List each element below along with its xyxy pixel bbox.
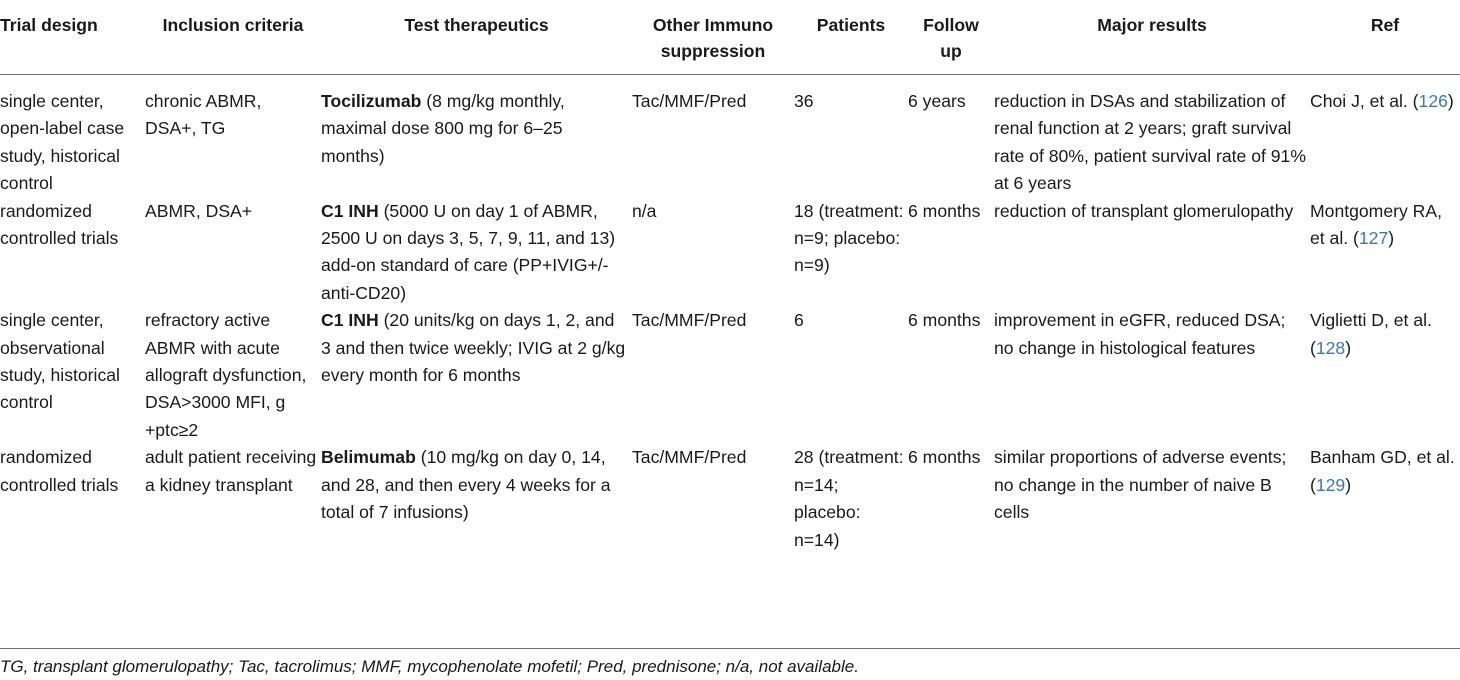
cell-inclusion-criteria: chronic ABMR, DSA+, TG <box>145 91 262 139</box>
cell-test-therapeutics <box>321 307 632 444</box>
ref-link[interactable]: 128 <box>1315 337 1346 358</box>
cell-ref <box>1310 198 1460 308</box>
drug-regimen: (8 mg/kg monthly, maximal dose 800 mg for 6–25 months) <box>321 91 565 166</box>
cell-other-immunosuppression: Tac/MMF/Pred <box>632 447 747 468</box>
cell-follow-up: 6 months <box>908 200 981 221</box>
header-patients: Patients <box>794 0 908 75</box>
drug-regimen: (20 units/kg on days 1, 2, and 3 and then twice weekly; IVIG at 2 g/kg every month for 6 months <box>321 310 626 386</box>
cell-patients: 6 <box>794 310 804 331</box>
ref-authors: Choi J, et al. ( <box>1310 91 1419 111</box>
table-row <box>0 198 1460 308</box>
ref-close: ) <box>1345 474 1352 495</box>
drug-name: C1 INH <box>321 310 379 331</box>
cell-patients: 36 <box>794 91 814 111</box>
header-major-results: Major results <box>994 0 1310 75</box>
drug-regimen: (10 mg/kg on day 0, 14, and 28, and then every 4 weeks for a total of 7 infusions) <box>321 447 611 523</box>
cell-ref <box>1310 75 1460 198</box>
cell-major-results: reduction in DSAs and stabilization of renal function at 2 years; graft survival rate of 80%, patient survival rate of 91% at 6 years <box>994 91 1306 194</box>
cell-test-therapeutics <box>321 198 632 308</box>
ref-close: ) <box>1447 91 1454 111</box>
cell-follow-up: 6 months <box>908 447 981 468</box>
cell-trial-design: single center, open-label case study, historical control <box>0 91 125 194</box>
ref-authors: Banham GD, et al. ( <box>1310 447 1455 495</box>
drug-regimen: (5000 U on day 1 of ABMR, 2500 U on days 3, 5, 7, 9, 11, and 13) add-on standard of care (PP+IVIG+/- anti-CD20) <box>321 200 616 303</box>
table-header-row <box>0 0 1460 75</box>
cell-other-immunosuppression: Tac/MMF/Pred <box>632 91 747 111</box>
header-inclusion-criteria: Inclusion criteria <box>145 0 321 75</box>
cell-major-results: similar proportions of adverse events; no change in the number of naive B cells <box>994 447 1287 523</box>
cell-ref <box>1310 307 1460 444</box>
header-ref: Ref <box>1310 0 1460 75</box>
ref-close: ) <box>1388 228 1395 249</box>
ref-link[interactable]: 127 <box>1358 228 1389 249</box>
header-test-therapeutics: Test therapeutics <box>321 0 632 75</box>
drug-name: Belimumab <box>321 447 416 468</box>
cell-inclusion-criteria: refractory active ABMR with acute allograft dysfunction, DSA>3000 MFI, g +ptc≥2 <box>145 310 307 440</box>
table-row <box>0 75 1460 198</box>
header-follow-up: Follow up <box>908 0 994 75</box>
cell-follow-up: 6 years <box>908 91 966 111</box>
cell-test-therapeutics <box>321 75 632 198</box>
cell-ref <box>1310 444 1460 554</box>
cell-trial-design: randomized controlled trials <box>0 447 119 495</box>
table-footnote: TG, transplant glomerulopathy; Tac, tacrolimus; MMF, mycophenolate mofetil; Pred, prednisone; n/a, not available. <box>0 657 859 676</box>
ref-link[interactable]: 126 <box>1418 91 1448 111</box>
cell-major-results: improvement in eGFR, reduced DSA; no change in histological features <box>994 310 1286 358</box>
cell-follow-up: 6 months <box>908 310 981 331</box>
cell-other-immunosuppression: Tac/MMF/Pred <box>632 310 747 331</box>
cell-other-immunosuppression: n/a <box>632 200 657 221</box>
ref-authors: Montgomery RA, et al. ( <box>1310 200 1442 249</box>
cell-patients: 18 (treatment: n=9; placebo: n=9) <box>794 200 904 276</box>
cell-major-results: reduction of transplant glomerulopathy <box>994 200 1294 221</box>
ref-authors: Viglietti D, et al. ( <box>1310 310 1432 358</box>
cell-trial-design: single center, observational study, historical control <box>0 310 120 413</box>
table-bottom-rule <box>0 648 1460 649</box>
header-other-immunosuppression: Other Immuno suppression <box>632 0 794 75</box>
header-trial-design: Trial design <box>0 0 145 75</box>
cell-inclusion-criteria: ABMR, DSA+ <box>145 200 253 221</box>
drug-name: C1 INH <box>321 200 379 221</box>
table-row <box>0 444 1460 554</box>
ref-link[interactable]: 129 <box>1315 474 1346 495</box>
drug-name: Tocilizumab <box>321 91 422 111</box>
cell-trial-design: randomized controlled trials <box>0 200 119 249</box>
table-row <box>0 307 1460 444</box>
ref-close: ) <box>1345 337 1352 358</box>
cell-patients: 28 (treatment: n=14; placebo: n=14) <box>794 447 904 550</box>
cell-inclusion-criteria: adult patient receiving a kidney transplant <box>145 447 317 495</box>
cell-test-therapeutics <box>321 444 632 554</box>
